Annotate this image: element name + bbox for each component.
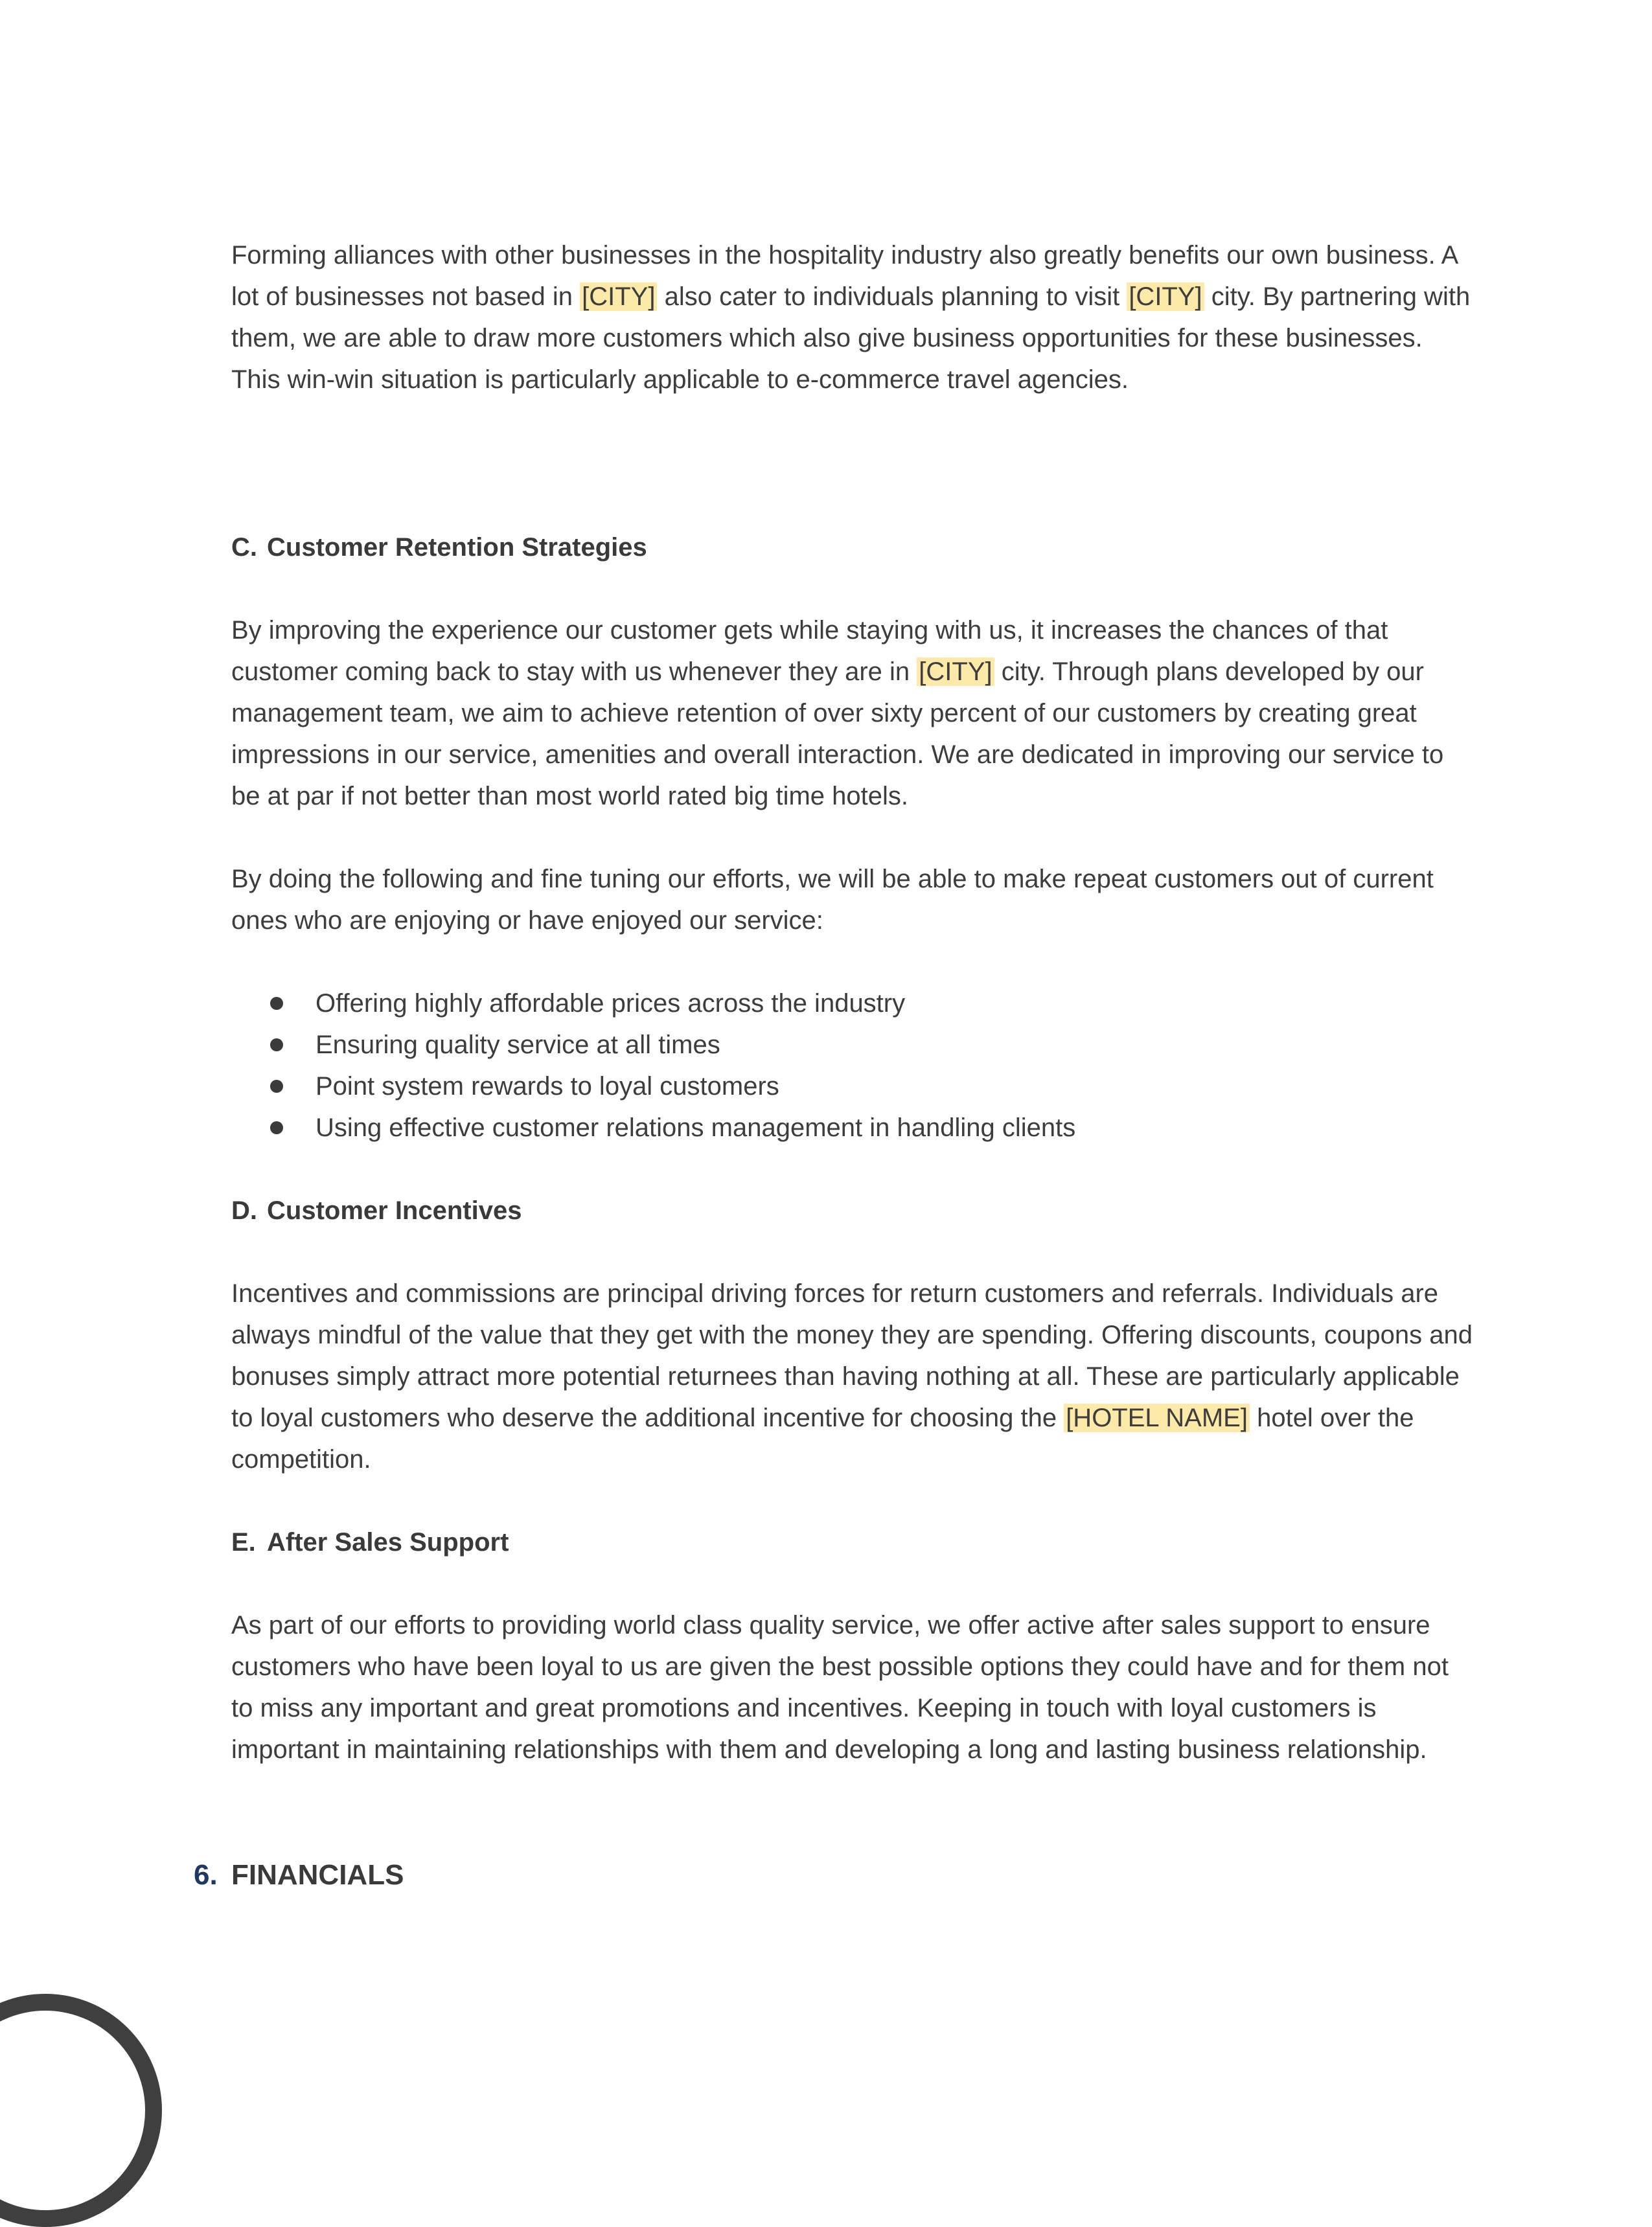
intro-text-3: city. By partnering with them, we are able to draw more customers which also give business opportunities for these businesses. This win-win situation is particularly applicable to e-commerce travel agencies. [231,282,1471,394]
intro-paragraph [231,234,1475,400]
section-c-title: Customer Retention Strategies [267,533,647,562]
section-d-heading [231,1190,1475,1231]
section-6-title: FINANCIALS [231,1859,404,1891]
hotel-name-placeholder: [HOTEL NAME] [1064,1404,1250,1432]
section-d-letter: D. [231,1196,257,1225]
list-item [231,1066,1475,1107]
section-e-heading [231,1522,1475,1563]
city-placeholder: [CITY] [580,282,657,311]
intro-text-1: Forming alliances with other businesses in the hospitality industry also greatly benefits our own business. A lot of businesses not based in [231,241,1458,311]
section-6-number: 6. [194,1859,218,1891]
list-item [231,1107,1475,1148]
section-e-letter: E. [231,1528,256,1557]
retention-list [231,983,1475,1148]
bullet-icon [270,1121,283,1134]
section-d-title: Customer Incentives [267,1196,522,1225]
decorative-circle [0,1994,162,2227]
list-item-text: Offering highly affordable prices across the industry [315,989,906,1018]
section-d-text-1: Incentives and commissions are principal driving forces for return customers and referrals. Individuals are always mindful of the value that they get with the money they are spending. Offering discounts, coupons and bonuses simply attract more potential returnees than having nothing at all. These are particularly applicable to loyal customers who deserve the additional incentive for choosing the [231,1279,1473,1432]
section-c-letter: C. [231,533,257,562]
city-placeholder: [CITY] [1127,282,1204,311]
section-e-title: After Sales Support [267,1528,509,1557]
bullet-icon [270,1080,283,1093]
city-placeholder: [CITY] [917,657,994,686]
page-content [194,234,1475,1896]
section-d-paragraph [231,1273,1475,1480]
section-c-p1-text-1: By improving the experience our customer gets while staying with us, it increases the chances of that customer coming back to stay with us whenever they are in [231,616,1388,686]
intro-text-2: also cater to individuals planning to visit [657,282,1127,311]
list-item-text: Using effective customer relations management in handling clients [315,1114,1076,1142]
section-c-paragraph-1 [231,610,1475,817]
bullet-icon [270,997,283,1010]
section-d-text-2: hotel over the competition. [231,1404,1414,1474]
section-c-p1-text-2: city. Through plans developed by our management team, we aim to achieve retention of over sixty percent of our customers by creating great impressions in our service, amenities and overall interaction. We are dedicated in improving our service to be at par if not better than most world rated big time hotels. [231,657,1444,810]
section-e-paragraph: As part of our efforts to providing world class quality service, we offer active after sales support to ensure customers who have been loyal to us are given the best possible options they could have and for them not to miss any important and great promotions and incentives. Keeping in touch with loyal customers is important in maintaining relationships with them and developing a long and lasting business relationship. [231,1611,1449,1764]
list-item-text: Ensuring quality service at all times [315,1031,720,1059]
list-item [231,1024,1475,1066]
section-6-heading [194,1855,1475,1896]
bullet-icon [270,1038,283,1051]
section-c-heading [231,527,1475,568]
list-item [231,983,1475,1024]
section-c-paragraph-2: By doing the following and fine tuning our efforts, we will be able to make repeat customers out of current ones who are enjoying or have enjoyed our service: [231,865,1434,935]
list-item-text: Point system rewards to loyal customers [315,1072,779,1101]
